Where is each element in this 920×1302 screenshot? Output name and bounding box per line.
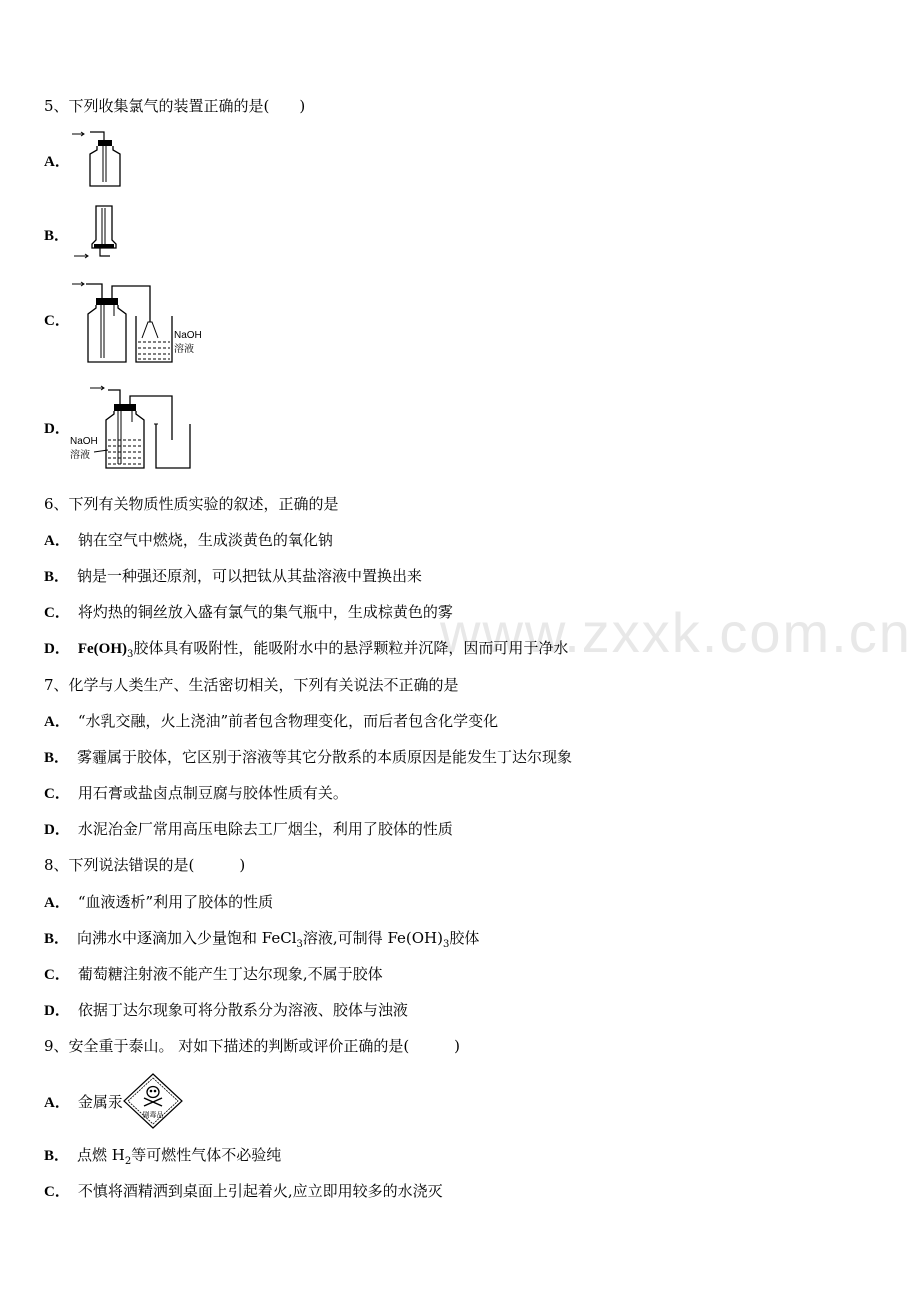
toxic-sign-text: 剧毒品 (142, 1111, 164, 1119)
option-text: 雾霾属于胶体，它区别于溶液等其它分散系的本质原因是能发生丁达尔现象 (77, 748, 573, 766)
q6-option-a[interactable] (44, 530, 333, 551)
q5-option-c-apparatus (68, 276, 218, 368)
option-letter: D． (44, 641, 70, 657)
option-letter: A． (44, 533, 70, 549)
option-text: 向沸水中逐滴加入少量饱和 FeCl (77, 929, 297, 947)
q6-option-c[interactable] (44, 602, 453, 623)
watermark: www.zxxk.com.cn (440, 601, 912, 664)
option-text: “水乳交融，火上浇油”前者包含物理变化，而后者包含化学变化 (77, 712, 499, 730)
option-letter: A． (44, 1095, 70, 1111)
option-text: 钠是一种强还原剂，可以把钛从其盐溶液中置换出来 (77, 567, 423, 585)
q5-option-b-apparatus (70, 200, 130, 262)
option-text: 钠在空气中燃烧，生成淡黄色的氧化钠 (77, 531, 333, 549)
q5-d-reagent-word: 溶液 (70, 450, 90, 461)
option-letter: C． (44, 786, 70, 802)
option-text: 将灼热的铜丝放入盛有氯气的集气瓶中，生成棕黄色的雾 (77, 603, 453, 621)
option-text: 依据丁达尔现象可将分散系分为溶液、胶体与浊液 (77, 1001, 408, 1019)
q7-option-a[interactable] (44, 711, 498, 732)
option-letter: C． (44, 1184, 70, 1200)
formula-subscript: 3 (127, 649, 134, 660)
option-text: 等可燃性气体不必验纯 (131, 1146, 282, 1164)
option-letter: A． (44, 895, 70, 911)
q5-option-a-label[interactable]: A． (44, 154, 70, 170)
option-letter: C． (44, 605, 70, 621)
q5-option-a-apparatus (70, 128, 130, 190)
subscript: 3 (296, 939, 303, 950)
option-text: 用石膏或盐卤点制豆腐与胶体性质有关。 (77, 784, 348, 802)
subscript: 3 (443, 939, 450, 950)
option-text: 溶液,可制得 Fe(OH) (302, 929, 443, 947)
toxic-hazard-sign-icon (122, 1072, 184, 1130)
option-text: 点燃 H (77, 1146, 125, 1164)
q6-option-d[interactable] (44, 638, 568, 665)
option-letter: B． (44, 1148, 70, 1164)
q7-option-c[interactable] (44, 783, 348, 804)
question-6-stem: 6、下列有关物质性质实验的叙述，正确的是 (44, 495, 339, 513)
q7-option-d[interactable] (44, 819, 453, 840)
option-text: 水泥冶金厂常用高压电除去工厂烟尘，利用了胶体的性质 (77, 820, 453, 838)
formula: Fe(OH) (77, 641, 127, 657)
question-8-stem: 8、下列说法错误的是( ) (44, 856, 246, 874)
option-letter: D． (44, 1003, 70, 1019)
option-text: 金属汞 (77, 1093, 123, 1111)
option-text: 胶体 (449, 929, 480, 947)
q8-option-b[interactable] (44, 928, 479, 955)
option-letter: D． (44, 822, 70, 838)
q6-option-b[interactable] (44, 566, 422, 587)
question-5-stem: 5、下列收集氯气的装置正确的是( ) (44, 97, 306, 115)
option-letter: A． (44, 714, 70, 730)
option-text: 胶体具有吸附性，能吸附水中的悬浮颗粒并沉降，因而可用于净水 (133, 639, 569, 657)
option-text: 不慎将酒精洒到桌面上引起着火,应立即用较多的水浇灭 (77, 1182, 443, 1200)
q5-option-c-label[interactable]: C． (44, 313, 70, 329)
option-letter: B． (44, 931, 70, 947)
option-text: “血液透析”利用了胶体的性质 (77, 893, 274, 911)
q8-option-a[interactable] (44, 892, 273, 913)
q7-option-b[interactable] (44, 747, 572, 768)
q5-option-d-label[interactable]: D． (44, 421, 70, 437)
q9-option-a[interactable] (44, 1092, 123, 1113)
option-text: 葡萄糖注射液不能产生丁达尔现象,不属于胶体 (77, 965, 383, 983)
q9-option-b[interactable] (44, 1145, 281, 1172)
question-9-stem: 9、安全重于泰山。 对如下描述的判断或评价正确的是( ) (44, 1037, 461, 1055)
q9-option-c[interactable] (44, 1181, 443, 1202)
option-letter: B． (44, 750, 70, 766)
q5-c-reagent-name: NaOH (174, 330, 202, 341)
option-letter: C． (44, 967, 70, 983)
q5-d-reagent-name: NaOH (70, 436, 98, 447)
option-letter: B． (44, 569, 70, 585)
q8-option-c[interactable] (44, 964, 383, 985)
subscript: 2 (124, 1156, 132, 1167)
q5-c-reagent-word: 溶液 (174, 344, 194, 355)
question-7-stem: 7、化学与人类生产、生活密切相关，下列有关说法不正确的是 (44, 676, 459, 694)
q5-option-b-label[interactable]: B． (44, 228, 70, 244)
q8-option-d[interactable] (44, 1000, 408, 1021)
q5-option-d-apparatus (68, 380, 198, 472)
